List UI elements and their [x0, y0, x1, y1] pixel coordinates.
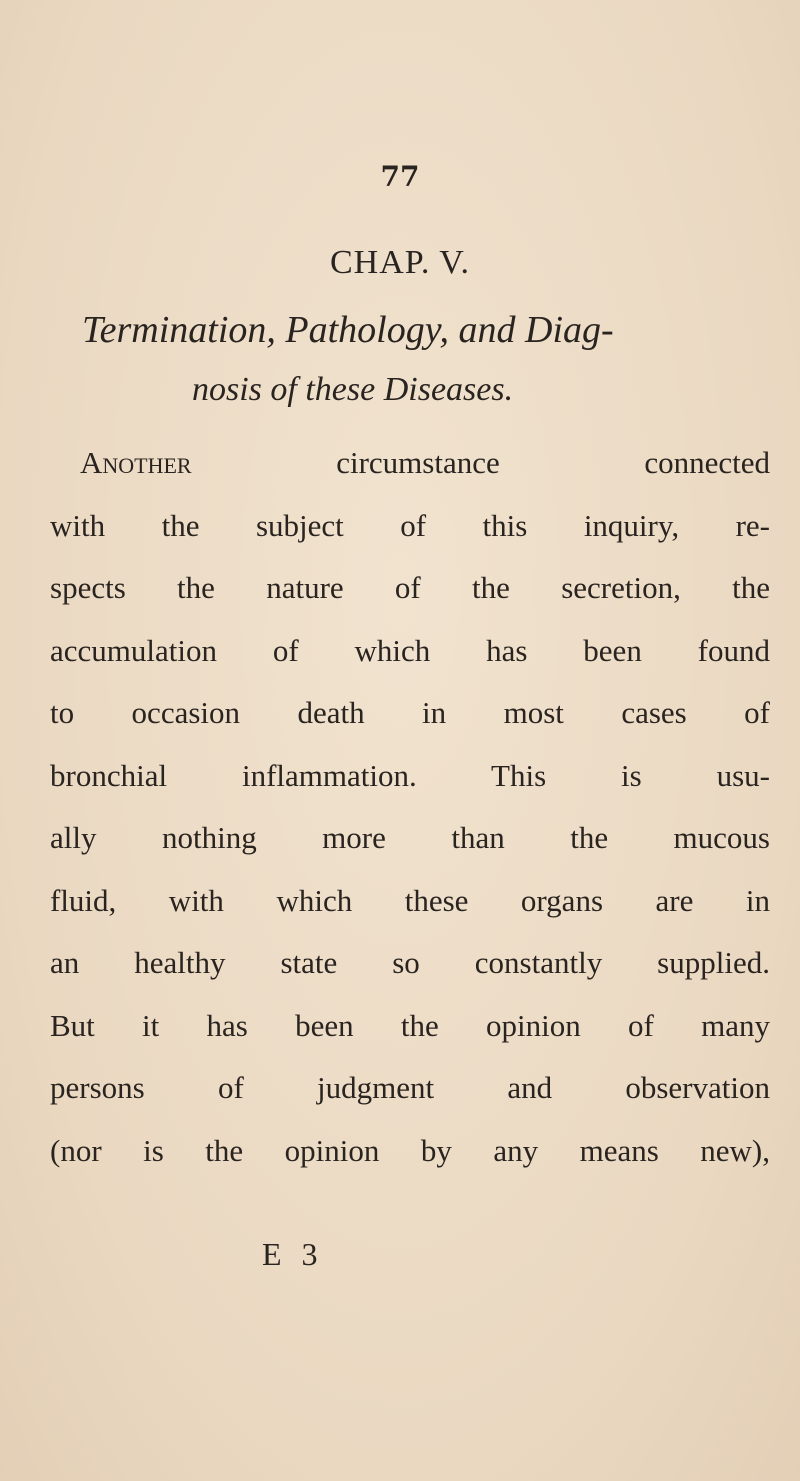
lead-word: Another	[80, 445, 192, 480]
chapter-title	[82, 300, 722, 420]
text-line: accumulation of which has been found	[50, 632, 770, 668]
signature-mark: E 3	[262, 1236, 324, 1272]
text-line: Another circumstance connected	[80, 445, 770, 480]
text-line: bronchial inflammation. This is usu-	[50, 757, 770, 793]
text-line: fluid, with which these organs are in	[50, 882, 770, 918]
text-line: persons of judgment and observation	[50, 1070, 770, 1105]
text-line: ally nothing more than the mucous	[50, 820, 770, 855]
text-line: an healthy state so constantly supplied.	[50, 945, 770, 980]
text-line: (nor is the opinion by any means new),	[50, 1132, 770, 1168]
chapter-heading: CHAP. V.	[330, 244, 470, 281]
text-line: But it has been the opinion of many	[50, 1007, 770, 1043]
title-line-2: nosis of these Diseases.	[192, 371, 514, 408]
text-line: with the subject of this inquiry, re-	[50, 507, 770, 543]
title-line-1: Termination, Pathology, and Diag-	[82, 309, 614, 351]
page-number: 77	[380, 160, 420, 193]
text-line: spects the nature of the secretion, the	[50, 570, 770, 605]
body-text	[50, 432, 770, 1182]
text-line: to occasion death in most cases of	[50, 695, 770, 730]
